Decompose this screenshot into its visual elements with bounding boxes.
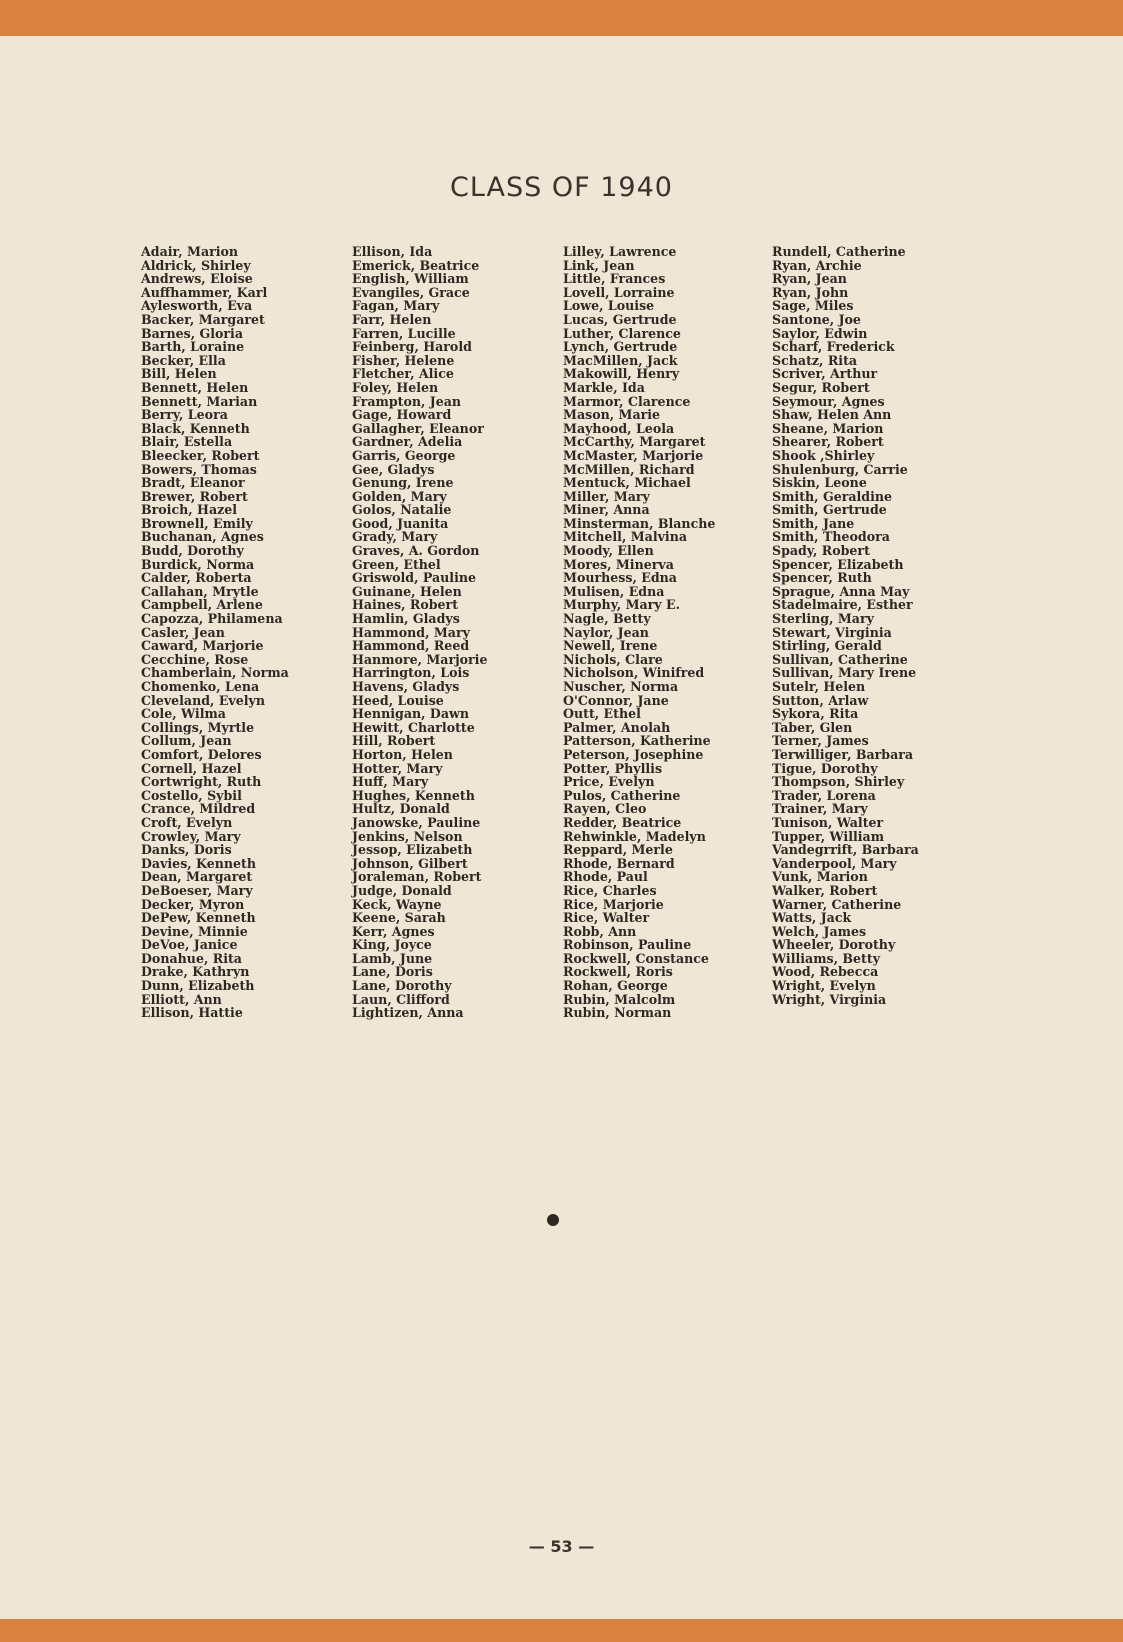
student-name: Ryan, John: [772, 284, 849, 300]
student-name: Trainer, Mary: [772, 801, 868, 817]
student-name: Adair, Marion: [141, 244, 239, 259]
student-name: Hammond, Mary: [352, 624, 470, 640]
student-name: Spady, Robert: [772, 543, 870, 559]
student-name: Buchanan, Agnes: [141, 529, 264, 545]
student-name: Caward, Marjorie: [141, 638, 264, 654]
student-name: Rubin, Malcolm: [563, 991, 676, 1007]
student-name: Burdick, Norma: [141, 556, 255, 572]
student-name: Sprague, Anna May: [772, 583, 910, 599]
page-number: — 53 —: [528, 1537, 595, 1556]
student-name: Mentuck, Michael: [563, 475, 691, 491]
student-name: Hill, Robert: [352, 733, 436, 749]
student-name: Brewer, Robert: [141, 488, 248, 504]
student-name: Dunn, Elizabeth: [141, 978, 255, 994]
student-name: DeVoe, Janice: [141, 937, 238, 953]
student-name: Little, Frances: [563, 271, 666, 287]
student-name: Luther, Clarence: [563, 325, 681, 341]
student-name: Black, Kenneth: [141, 420, 250, 436]
student-name: O'Connor, Jane: [563, 692, 669, 708]
student-name: Janowske, Pauline: [352, 814, 481, 830]
student-name: Wood, Rebecca: [772, 964, 879, 980]
student-name: Lightizen, Anna: [352, 1005, 464, 1021]
student-name: Mores, Minerva: [563, 556, 674, 572]
student-name: Rice, Marjorie: [563, 896, 664, 912]
student-name: Spencer, Elizabeth: [772, 556, 904, 572]
student-name: Becker, Ella: [141, 352, 226, 368]
student-name: Ellison, Hattie: [141, 1005, 243, 1021]
student-name: Nagle, Betty: [563, 611, 651, 627]
student-name: Warner, Catherine: [772, 896, 902, 912]
student-name: Decker, Myron: [141, 896, 245, 912]
student-name: Fletcher, Alice: [352, 366, 454, 382]
student-name: Schatz, Rita: [772, 352, 858, 368]
page-title: CLASS OF 1940: [450, 172, 673, 203]
student-name: Capozza, Philamena: [141, 611, 283, 627]
student-name: Barth, Loraine: [141, 339, 245, 355]
bullet-ornament: [547, 1214, 559, 1226]
student-name: Hamlin, Gladys: [352, 611, 460, 627]
student-name: Bleecker, Robert: [141, 447, 260, 463]
student-name: Segur, Robert: [772, 379, 870, 395]
student-name: Rockwell, Roris: [563, 964, 673, 980]
student-name: Farren, Lucille: [352, 325, 456, 341]
student-name: Griswold, Pauline: [352, 570, 477, 586]
student-name: Seymour, Agnes: [772, 393, 885, 409]
student-name: Barnes, Gloria: [141, 325, 243, 341]
student-name: Bennett, Marian: [141, 393, 258, 409]
student-name: Bradt, Eleanor: [141, 475, 245, 491]
student-name: Cecchine, Rose: [141, 651, 249, 667]
student-name: Gallagher, Eleanor: [352, 420, 484, 436]
student-name: Wright, Evelyn: [772, 978, 876, 994]
student-name: Jessop, Elizabeth: [352, 842, 473, 858]
student-name: Palmer, Anolah: [563, 719, 671, 735]
student-name: Crance, Mildred: [141, 801, 256, 817]
student-name: Shaw, Helen Ann: [772, 407, 892, 423]
student-name: Golos, Natalie: [352, 502, 452, 518]
student-name: Smith, Theodora: [772, 529, 890, 545]
student-name: Tupper, William: [772, 828, 885, 844]
student-name: Saylor, Edwin: [772, 325, 868, 341]
top-orange-band: [0, 0, 1123, 36]
student-name: Smith, Gertrude: [772, 502, 887, 518]
student-name: Kerr, Agnes: [352, 923, 435, 939]
student-name: Lucas, Gertrude: [563, 311, 677, 327]
student-name: Taber, Glen: [772, 719, 853, 735]
student-name: Grady, Mary: [352, 529, 438, 545]
student-name: Patterson, Katherine: [563, 733, 711, 749]
student-name: Cortwright, Ruth: [141, 774, 262, 790]
student-name: Laun, Clifford: [352, 991, 450, 1007]
student-name: Lowe, Louise: [563, 298, 655, 314]
student-name: Rockwell, Constance: [563, 950, 709, 966]
student-name: Drake, Kathryn: [141, 964, 250, 980]
student-name: DeBoeser, Mary: [141, 882, 253, 898]
student-name: MacMillen, Jack: [563, 352, 678, 368]
student-name: Hennigan, Dawn: [352, 706, 469, 722]
student-name: Horton, Helen: [352, 746, 453, 762]
student-name: Ellison, Ida: [352, 244, 433, 259]
student-name: Lamb, June: [352, 950, 433, 966]
student-name: Emerick, Beatrice: [352, 257, 480, 273]
student-name: McMillen, Richard: [563, 461, 695, 477]
student-name: Santone, Joe: [772, 311, 861, 327]
student-name: Rehwinkle, Madelyn: [563, 828, 706, 844]
student-name: Hammond, Reed: [352, 638, 470, 654]
student-name: Vunk, Marion: [772, 869, 868, 885]
student-name: Aylesworth, Eva: [141, 298, 253, 314]
student-name: Keck, Wayne: [352, 896, 442, 912]
student-name: Elliott, Ann: [141, 991, 222, 1007]
student-name: Stirling, Gerald: [772, 638, 882, 654]
student-name: Cornell, Hazel: [141, 760, 242, 776]
student-name: Andrews, Eloise: [141, 271, 253, 287]
bottom-orange-band: [0, 1619, 1123, 1642]
student-name: Hanmore, Marjorie: [352, 651, 488, 667]
student-name: Scharf, Frederick: [772, 339, 895, 355]
student-name: Miner, Anna: [563, 502, 650, 518]
student-name: Nicholson, Winifred: [563, 665, 705, 681]
student-name: Mourhess, Edna: [563, 570, 677, 586]
student-name: Costello, Sybil: [141, 787, 242, 803]
student-name: Outt, Ethel: [563, 706, 641, 722]
student-name: Golden, Mary: [352, 488, 447, 504]
student-name: Price, Evelyn: [563, 774, 655, 790]
name-column-4: [772, 245, 919, 1006]
student-name: Lane, Dorothy: [352, 978, 452, 994]
student-name: Minsterman, Blanche: [563, 515, 716, 531]
student-name: Robb, Ann: [563, 923, 637, 939]
student-name: Miller, Mary: [563, 488, 650, 504]
student-name: Campbell, Arlene: [141, 597, 263, 613]
student-name: Siskin, Leone: [772, 475, 867, 491]
student-name: Lovell, Lorraine: [563, 284, 675, 300]
student-name: Smith, Jane: [772, 515, 855, 531]
student-name: Bowers, Thomas: [141, 461, 257, 477]
student-name: Sullivan, Catherine: [772, 651, 908, 667]
student-name: Hultz, Donald: [352, 801, 450, 817]
student-name: King, Joyce: [352, 937, 432, 953]
student-name: Evangiles, Grace: [352, 284, 470, 300]
student-name: Welch, James: [772, 923, 867, 939]
student-name: Bennett, Helen: [141, 379, 249, 395]
student-name: Blair, Estella: [141, 434, 233, 450]
student-name: Lane, Doris: [352, 964, 433, 980]
student-name: Ryan, Archie: [772, 257, 862, 273]
student-name: Jenkins, Nelson: [352, 828, 463, 844]
student-name: Gee, Gladys: [352, 461, 435, 477]
student-name: Trader, Lorena: [772, 787, 876, 803]
student-name: Peterson, Josephine: [563, 746, 704, 762]
student-name: Rhode, Paul: [563, 869, 648, 885]
student-name: Dean, Margaret: [141, 869, 253, 885]
student-name: Watts, Jack: [772, 910, 852, 926]
name-column-3: [563, 245, 715, 1020]
student-name: Shulenburg, Carrie: [772, 461, 908, 477]
student-name: Keene, Sarah: [352, 910, 446, 926]
student-name: Budd, Dorothy: [141, 543, 244, 559]
student-name: Shook ,Shirley: [772, 447, 875, 463]
student-name: Tunison, Walter: [772, 814, 884, 830]
student-name: Murphy, Mary E.: [563, 597, 680, 613]
student-name: Auffhammer, Karl: [141, 284, 268, 300]
student-name: Crowley, Mary: [141, 828, 241, 844]
student-name: Foley, Helen: [352, 379, 439, 395]
student-name: Markle, Ida: [563, 379, 645, 395]
student-name: Redder, Beatrice: [563, 814, 682, 830]
student-name: Rubin, Norman: [563, 1005, 672, 1021]
student-name: Walker, Robert: [772, 882, 878, 898]
student-name: Ryan, Jean: [772, 271, 847, 287]
student-name: Rayen, Cleo: [563, 801, 647, 817]
student-name: Casler, Jean: [141, 624, 225, 640]
student-name: Wright, Virginia: [772, 991, 887, 1007]
student-name: Nuscher, Norma: [563, 679, 679, 694]
student-name: Gardner, Adelia: [352, 434, 463, 450]
student-name: Donahue, Rita: [141, 950, 242, 966]
student-name: Sutelr, Helen: [772, 679, 866, 694]
name-column-2: [352, 245, 487, 1020]
student-name: Heed, Louise: [352, 692, 444, 708]
student-name: Callahan, Mrytle: [141, 583, 259, 599]
name-column-1: [141, 245, 289, 1020]
student-name: Pulos, Catherine: [563, 787, 681, 803]
student-name: Sykora, Rita: [772, 706, 859, 722]
student-name: Stadelmaire, Esther: [772, 597, 913, 613]
student-name: Makowill, Henry: [563, 366, 680, 382]
student-name: Mayhood, Leola: [563, 420, 675, 436]
student-name: Fisher, Helene: [352, 352, 455, 368]
student-name: Green, Ethel: [352, 556, 441, 572]
student-name: Backer, Margaret: [141, 311, 265, 327]
student-name: Lilley, Lawrence: [563, 244, 677, 259]
student-name: Johnson, Gilbert: [352, 855, 468, 871]
student-name: Robinson, Pauline: [563, 937, 692, 953]
student-name: Mulisen, Edna: [563, 583, 665, 599]
student-name: Wheeler, Dorothy: [772, 937, 896, 953]
student-name: Berry, Leora: [141, 407, 228, 423]
student-name: Spencer, Ruth: [772, 570, 872, 586]
student-name: Stewart, Virginia: [772, 624, 892, 640]
student-name: Broich, Hazel: [141, 502, 238, 518]
student-name: Cleveland, Evelyn: [141, 692, 266, 708]
student-name: Calder, Roberta: [141, 570, 252, 586]
student-name: Sutton, Arlaw: [772, 692, 869, 708]
student-name: Chomenko, Lena: [141, 679, 260, 694]
student-name: Reppard, Merle: [563, 842, 673, 858]
student-name: Rice, Walter: [563, 910, 650, 926]
student-name: Haines, Robert: [352, 597, 459, 613]
student-name: Sullivan, Mary Irene: [772, 665, 917, 681]
student-name: Vanderpool, Mary: [772, 855, 897, 871]
student-name: Judge, Donald: [352, 882, 452, 898]
student-name: Feinberg, Harold: [352, 339, 472, 355]
student-name: Chamberlain, Norma: [141, 665, 289, 681]
student-name: Devine, Minnie: [141, 923, 248, 939]
student-name: Scriver, Arthur: [772, 366, 878, 382]
student-name: Potter, Phyllis: [563, 760, 663, 776]
student-name: Huff, Mary: [352, 774, 429, 790]
student-name: Sheane, Marion: [772, 420, 884, 436]
student-name: Joraleman, Robert: [352, 869, 482, 885]
student-name: Graves, A. Gordon: [352, 543, 480, 559]
student-name: Rice, Charles: [563, 882, 657, 898]
student-name: Harrington, Lois: [352, 665, 470, 681]
student-name: Comfort, Delores: [141, 746, 262, 762]
student-name: Mason, Marie: [563, 407, 661, 423]
student-name: English, William: [352, 271, 469, 287]
student-name: Good, Juanita: [352, 515, 449, 531]
student-name: Collings, Myrtle: [141, 719, 255, 735]
student-name: McMaster, Marjorie: [563, 447, 704, 463]
student-name: Hughes, Kenneth: [352, 787, 475, 803]
student-name: Havens, Gladys: [352, 679, 460, 694]
student-name: Link, Jean: [563, 257, 635, 273]
student-name: Sterling, Mary: [772, 611, 874, 627]
student-name: Shearer, Robert: [772, 434, 884, 450]
student-name: Bill, Helen: [141, 366, 217, 382]
student-name: Hewitt, Charlotte: [352, 719, 475, 735]
student-name: Genung, Irene: [352, 475, 454, 491]
student-name: Tigue, Dorothy: [772, 760, 878, 776]
student-name: Mitchell, Malvina: [563, 529, 688, 545]
student-name: Aldrick, Shirley: [141, 257, 251, 273]
student-name: Rundell, Catherine: [772, 244, 906, 259]
student-name: Farr, Helen: [352, 311, 432, 327]
student-name: McCarthy, Margaret: [563, 434, 706, 450]
student-name: Rohan, George: [563, 978, 668, 994]
student-name: Collum, Jean: [141, 733, 232, 749]
student-name: Danks, Doris: [141, 842, 232, 858]
student-name: Smith, Geraldine: [772, 488, 893, 504]
student-name: Terwilliger, Barbara: [772, 746, 914, 762]
student-name: Williams, Betty: [772, 950, 881, 966]
student-name: Newell, Irene: [563, 638, 658, 654]
student-name: Lynch, Gertrude: [563, 339, 678, 355]
student-name: Moody, Ellen: [563, 543, 654, 559]
student-name: Marmor, Clarence: [563, 393, 691, 409]
student-name: Croft, Evelyn: [141, 814, 233, 830]
student-name: Rhode, Bernard: [563, 855, 675, 871]
student-name: Sage, Miles: [772, 298, 854, 314]
student-name: Brownell, Emily: [141, 515, 253, 531]
student-name: Thompson, Shirley: [772, 774, 905, 790]
student-name: Garris, George: [352, 447, 456, 463]
student-name: Naylor, Jean: [563, 624, 649, 640]
student-name: Fagan, Mary: [352, 298, 440, 314]
student-name: Cole, Wilma: [141, 706, 226, 722]
student-name: Davies, Kenneth: [141, 855, 257, 871]
student-name: Gage, Howard: [352, 407, 452, 423]
student-name: Vandegrrift, Barbara: [772, 842, 919, 858]
student-name: DePew, Kenneth: [141, 910, 256, 926]
student-name: Nichols, Clare: [563, 651, 663, 667]
student-name: Hotter, Mary: [352, 760, 443, 776]
student-name: Guinane, Helen: [352, 583, 462, 599]
student-name: Terner, James: [772, 733, 869, 749]
student-name: Frampton, Jean: [352, 393, 462, 409]
